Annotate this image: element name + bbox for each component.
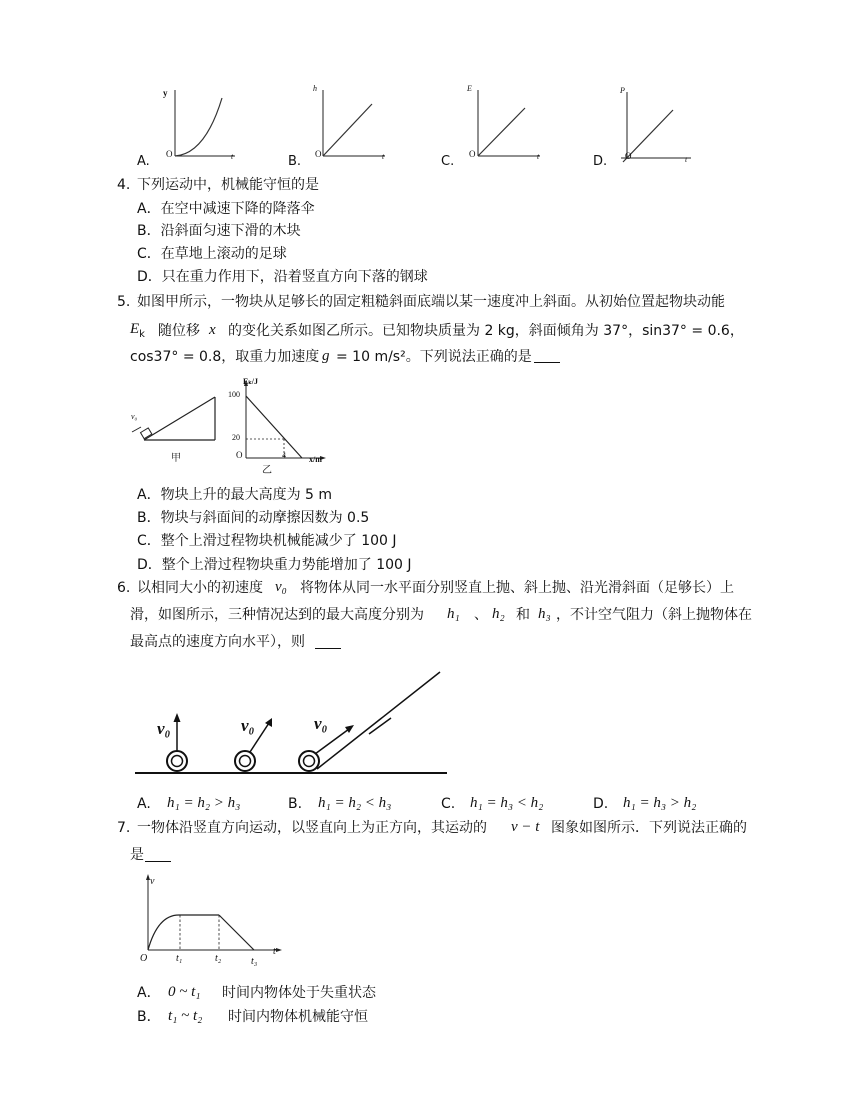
q7-fig-origin: O [140, 953, 148, 964]
q6-line1-b: 将物体从同一水平面分别竖直上抛、斜上抛、沿光滑斜面（足够长）上 [300, 580, 734, 596]
q6-option-b-label: B. [288, 796, 303, 812]
q7-option-b-text: 时间内物体机械能守恒 [228, 1009, 368, 1025]
q6-option-c-label: C. [441, 796, 456, 812]
graph-c-x-label: t [537, 152, 540, 161]
q5-yi-tick-4: 4 [282, 451, 286, 460]
q7-option-a-var: 0 ~ t₁ [168, 984, 201, 1000]
q6-answer-blank[interactable] [315, 636, 341, 649]
q6-figure [135, 665, 450, 780]
q7-option-b-label: B． [137, 1009, 161, 1025]
q6-option-a-expr: h₁ = h₂ > h₃ [167, 795, 241, 811]
q6-line1: 以相同大小的初速度 [137, 580, 263, 596]
q6-option-c-expr: h₁ = h₃ < h₂ [470, 795, 544, 811]
q6-option-d-expr: h₁ = h₃ > h₂ [623, 795, 697, 811]
q7-line1-b: 图象如图所示．下列说法正确的 [551, 820, 747, 836]
q7-option-a-label: A． [137, 985, 161, 1001]
q6-fig-v0-2: v₀ [241, 716, 255, 735]
q5-x-var: x [209, 322, 216, 338]
q6-line2-c: ，不计空气阻力（斜上抛物体在 [556, 607, 752, 623]
graph-c-origin: O [469, 149, 476, 159]
q6-option-a-label: A. [137, 796, 151, 812]
graph-d-x-label: t [685, 155, 688, 164]
q7-fig-t2: t₂ [215, 953, 222, 964]
q6-h3: h₃ [538, 606, 551, 622]
q7-vt: v − t [511, 819, 540, 835]
q6-line3: 最高点的速度方向水平），则 [130, 634, 305, 650]
q4-stem: 下列运动中，机械能守恒的是 [137, 177, 319, 193]
q5-line1: 如图甲所示，一物块从足够长的固定粗糙斜面底端以某一速度冲上斜面。从初始位置起物块动能 [137, 294, 725, 310]
option-b-label: B. [288, 154, 302, 169]
q5-line3-a: cos37° = 0.8，取重力加速度 [130, 349, 320, 365]
graph-b-origin: O [315, 149, 322, 159]
q5-yi-y-label: Eₖ/J [243, 377, 258, 386]
q5-option-c: C．整个上滑过程物块机械能减少了 100 J [137, 533, 397, 549]
q5-yi-origin: O [236, 450, 243, 460]
q5-option-d: D．整个上滑过程物块重力势能增加了 100 J [137, 557, 412, 573]
q7-fig-y-label: v [150, 876, 155, 887]
q7-fig-t1: t₁ [176, 953, 183, 964]
q6-fig-v0-3: v₀ [314, 714, 328, 733]
q7-fig-t3: t₃ [251, 956, 258, 967]
q7-number: 7. [117, 820, 131, 836]
q7-answer-blank[interactable] [145, 849, 171, 862]
q4-option-c: C．在草地上滚动的足球 [137, 246, 287, 262]
q4-number: 4. [117, 177, 131, 193]
graph-a-y-label: y [163, 88, 168, 98]
q5-option-b: B．物块与斜面间的动摩擦因数为 0.5 [137, 510, 370, 526]
q6-sep: 、 [474, 607, 488, 623]
q6-number: 6. [117, 580, 131, 596]
q5-line3-b: = 10 m/s²。下列说法正确的是 [336, 349, 532, 365]
q5-yi-tick-20: 20 [232, 433, 240, 442]
q6-line2-b: 和 [516, 607, 530, 623]
graph-b-x-label: t [382, 152, 385, 161]
q4-option-d: D．只在重力作用下，沿着竖直方向下落的钢球 [137, 269, 428, 285]
q5-option-a: A．物块上升的最大高度为 5 m [137, 487, 333, 503]
q5-jia-caption: 甲 [171, 453, 181, 464]
q5-yi-tick-100: 100 [228, 390, 240, 399]
graph-b-y-label: h [313, 84, 317, 93]
q5-ek: $E_k$ [130, 321, 145, 340]
q7-option-b-var: t₁ ~ t₂ [168, 1008, 203, 1024]
q6-h2: h₂ [492, 606, 505, 622]
q6-option-b-expr: h₁ = h₂ < h₃ [318, 795, 392, 811]
q5-jia-v0: v₀ [131, 412, 138, 421]
q5-answer-blank[interactable] [534, 350, 560, 363]
q7-figure [140, 872, 285, 952]
graph-c [465, 86, 545, 166]
q5-g-var: g [322, 348, 330, 364]
q7-option-a-text: 时间内物体处于失重状态 [222, 985, 376, 1001]
graph-c-y-label: E [467, 84, 472, 93]
q5-yi-x-label: x/m [309, 455, 322, 464]
q6-option-d-label: D. [593, 796, 609, 812]
graph-d-origin: O [625, 151, 632, 161]
q5-figure-yi [228, 376, 328, 466]
option-d-label: D. [593, 154, 608, 169]
q7-fig-x-label: t [273, 946, 276, 957]
q6-fig-v0-1: v₀ [157, 719, 171, 738]
graph-a-x-label: t [231, 152, 234, 161]
graph-d-y-label: P [620, 86, 625, 95]
q5-line2-pre: 随位移 [158, 323, 200, 339]
option-a-label: A. [137, 154, 150, 169]
graph-b [310, 86, 390, 166]
q7-line1-a: 一物体沿竖直方向运动，以竖直向上为正方向，其运动的 [137, 820, 487, 836]
q4-option-b: B．沿斜面匀速下滑的木块 [137, 223, 301, 239]
q5-yi-caption: 乙 [262, 465, 272, 476]
q6-v0: v₀ [275, 579, 287, 595]
option-c-label: C. [441, 154, 455, 169]
q5-number: 5. [117, 294, 131, 310]
q6-h1: h₁ [447, 606, 460, 622]
q4-option-a: A．在空中减速下降的降落伞 [137, 201, 315, 217]
q6-line2: 滑，如图所示，三种情况达到的最大高度分别为 [130, 607, 424, 623]
q7-line2: 是 [130, 847, 144, 863]
q5-line2-mid: 的变化关系如图乙所示。已知物块质量为 2 kg，斜面倾角为 37°，sin37° = 0.6， [228, 323, 744, 339]
graph-a-origin: O [166, 149, 173, 159]
